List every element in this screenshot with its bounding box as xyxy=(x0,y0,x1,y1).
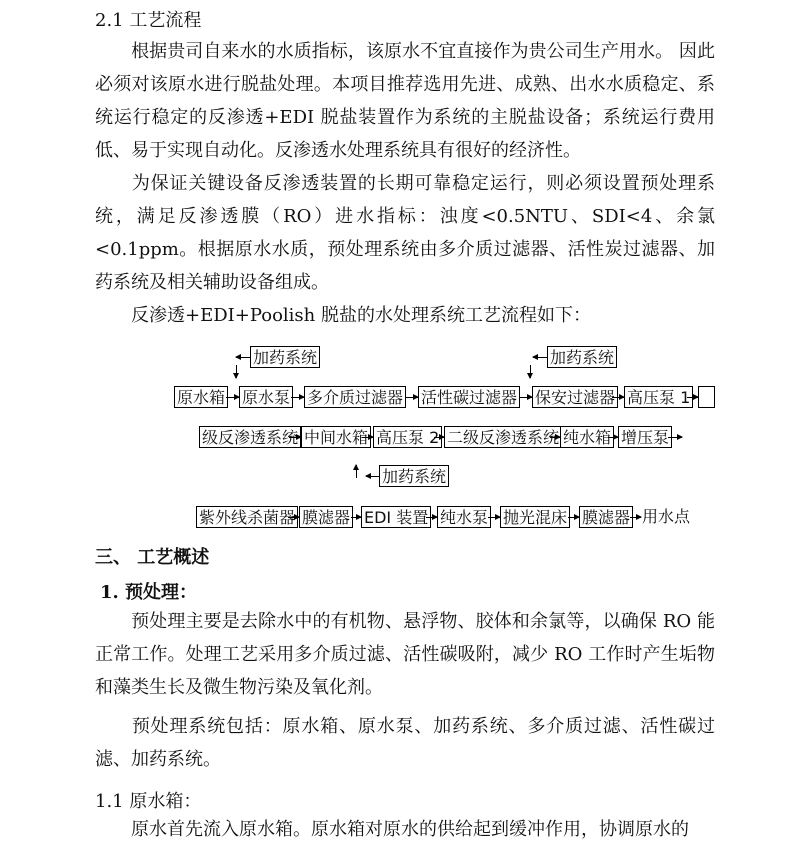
dosing-arrow-1 xyxy=(236,357,250,358)
paragraph-pretreatment xyxy=(95,605,715,704)
dosing-line-1 xyxy=(236,365,237,378)
paragraph-intro-text: 根据贵司自来水的水质指标，该原水不宜直接作为贵公司生产用水。 因此必须对该原水进行脱盐处理。本项目推荐选用先进、成熟、出水水质稳定、系统运行稳定的反渗透+EDI 脱盐装置作为系统的主脱盐设备；系统运行费用低、易于实现自动化。反渗透水处理系统具有很好的经济性。 xyxy=(95,41,715,161)
flow-step-raw-water-pump: 原水泵 xyxy=(239,386,293,408)
flow-arrow xyxy=(351,517,361,518)
flow-arrow xyxy=(550,437,560,438)
flow-arrow xyxy=(434,437,444,438)
paragraph-pretreatment-need-text: 为保证关键设备反渗透装置的长期可靠稳定运行，则必须设置预处理系统，满足反渗透膜（RO）进水指标：浊度<0.5NTU、SDI<4、余氯<0.1ppm。根据原水水质，预处理系统由多介质过滤器、活性炭过滤器、加药系统及相关辅助设备组成。 xyxy=(95,173,715,293)
flow-step-point-of-use: 用水点 xyxy=(642,507,691,526)
flow-dosing-2: 加药系统 xyxy=(547,346,617,368)
flow-arrow xyxy=(289,437,301,438)
flow-arrow xyxy=(668,437,682,438)
paragraph-pretreatment-system xyxy=(95,710,715,776)
flow-step-raw-water-tank: 原水箱 xyxy=(174,386,228,408)
flow-step-pure-water-pump: 纯水泵 xyxy=(437,506,491,528)
flow-arrow xyxy=(630,517,641,518)
flow-arrow xyxy=(362,437,373,438)
flow-arrow xyxy=(612,397,624,398)
flow-arrow xyxy=(568,517,579,518)
dosing-arrow-3 xyxy=(366,476,379,477)
section-3-title: 三、 工艺概述 xyxy=(95,547,210,568)
flow-step-second-stage-ro: 二级反渗透系统 xyxy=(444,426,562,448)
flow-step-multimedia-filter: 多介质过滤器 xyxy=(304,386,406,408)
flow-step-polishing-mixed-bed: 抛光混床 xyxy=(500,506,570,528)
flow-arrow xyxy=(488,517,500,518)
flow-step-security-filter: 保安过滤器 xyxy=(532,386,618,408)
flow-step-booster-pump: 增压泵 xyxy=(618,426,672,448)
flow-arrow xyxy=(291,397,304,398)
flow-step-pure-water-tank: 纯水箱 xyxy=(560,426,614,448)
dosing-arrow-2 xyxy=(533,357,547,358)
paragraph-pretreatment-text: 预处理主要是去除水中的有机物、悬浮物、胶体和余氯等，以确保 RO 能正常工作。处理工艺采用多介质过滤、活性碳吸附，减少 RO 工作时产生垢物和藻类生长及微生物污染及氧化剂。 xyxy=(95,611,715,698)
section-2-1-title: 2.1 工艺流程 xyxy=(95,10,202,31)
flow-step-uv-sterilizer: 紫外线杀菌器 xyxy=(196,506,298,528)
flow-step-membrane-filter-1: 膜滤器 xyxy=(299,506,353,528)
paragraph-flow-intro xyxy=(95,299,715,332)
flow-arrow xyxy=(687,397,698,398)
flow-dosing-1: 加药系统 xyxy=(250,346,320,368)
paragraph-pretreatment-system-text: 预处理系统包括：原水箱、原水泵、加药系统、多介质过滤、活性碳过滤、加药系统。 xyxy=(95,716,715,770)
section-3-1-title: 1. 预处理： xyxy=(100,582,198,603)
paragraph-raw-water-tank xyxy=(95,813,715,846)
flow-step-activated-carbon-filter: 活性碳过滤器 xyxy=(418,386,520,408)
flow-arrow xyxy=(405,397,418,398)
section-1-1-title: 1.1 原水箱： xyxy=(95,791,202,812)
flow-step-high-pressure-pump-1: 高压泵 1 xyxy=(624,386,693,408)
flow-arrow xyxy=(608,437,618,438)
flow-arrow xyxy=(426,517,437,518)
flow-dosing-3: 加药系统 xyxy=(379,465,449,487)
paragraph-raw-water-tank-text: 原水首先流入原水箱。原水箱对原水的供给起到缓冲作用，协调原水的 xyxy=(131,819,689,840)
flow-arrow xyxy=(226,397,239,398)
flow-arrow xyxy=(288,517,299,518)
flow-step-intermediate-tank: 中间水箱 xyxy=(301,426,371,448)
flow-step-high-pressure-pump-2: 高压泵 2 xyxy=(373,426,442,448)
dosing-line-3 xyxy=(356,465,357,478)
flow-step-membrane-filter-2: 膜滤器 xyxy=(579,506,633,528)
flow-step-first-stage-ro: 级反渗透系统 xyxy=(199,426,301,448)
flow-arrow xyxy=(519,397,532,398)
paragraph-intro xyxy=(95,35,715,167)
paragraph-pretreatment-need xyxy=(95,167,715,299)
flow-step-edi-unit: EDI 装置 xyxy=(361,506,431,528)
dosing-line-2 xyxy=(530,365,531,378)
paragraph-flow-intro-text: 反渗透+EDI+Poolish 脱盐的水处理系统工艺流程如下： xyxy=(131,305,591,326)
flow-step-row1-end xyxy=(698,386,715,408)
